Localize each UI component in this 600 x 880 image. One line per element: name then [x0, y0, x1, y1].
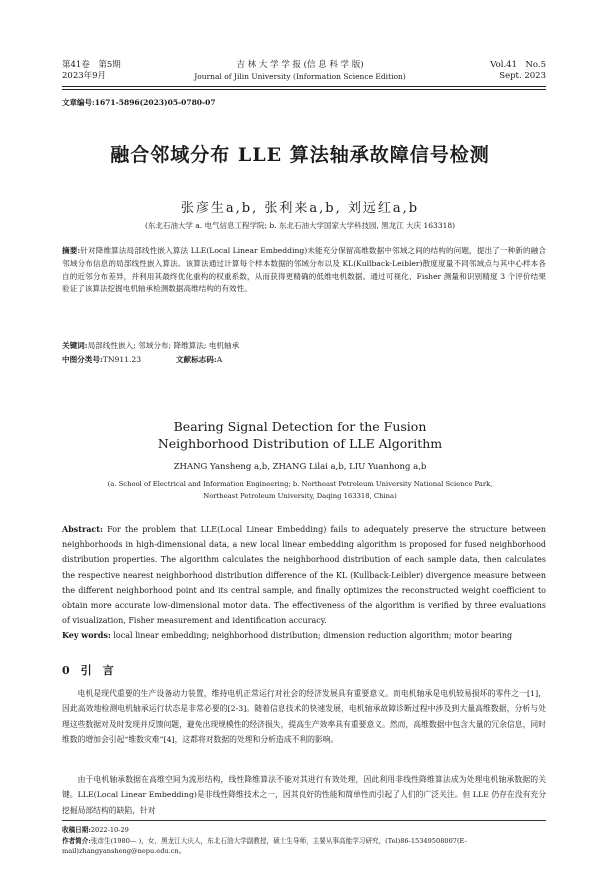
body-paragraph-2: 由于电机轴承数据在高维空间为流形结构，线性降维算法不能对其进行有效处理，因此利用非线性降维算法成为处理电机轴承数据的关键。LLE(Local Linear Embedding)是非线性降维技术之一，因其良好的性能和简单性而引起了人们的广泛关注。但 LLE 仍存在没有充分挖掘局部结构的缺陷，针对	[62, 775, 546, 815]
section-heading-introduction: 0 引 言	[62, 664, 114, 677]
affiliation-en-line2: Northeast Petroleum University, Daqing 163318, China)	[203, 492, 397, 500]
received-label: 收稿日期:	[62, 826, 91, 834]
classification-label: 中图分类号:	[62, 355, 103, 364]
authors-en: ZHANG Yansheng a,b, ZHANG Lilai a,b, LIU Yuanhong a,b	[173, 462, 427, 472]
header-rule-thin	[62, 89, 546, 90]
abstract-cn-text: 针对降维算法局部线性嵌入算法 LLE(Local Linear Embedding)未能充分保留高维数据中邻域之间的结构的问题，提出了一种新的融合邻域分布信息的局部线性嵌入算法。该算法通过计算每个样本数据的邻域分布以及 KL(Kullback-Leibler)散度度量不同邻域点与其中心样本各自的近邻分布差异，并利用其最终优化重构的权重系数，从而获得更精确的低维电机数据。通过可视化、Fisher 测量和识别精度 3 个评价结果验证了该算法挖掘电机轴承检测数据高维结构的有效性。	[62, 246, 546, 294]
body-paragraph-1: 电机是现代重要的生产设备动力装置，维持电机正常运行对社会的经济发展具有重要意义。而电机轴承是电机较易损坏的零件之一[1]，因此高效地检测电机轴承运行状态是非常必要的[2-3]。随着信息技术的快速发展，电机轴承故障诊断过程中涉及到大量高维数据，分析与处理这些数据对及时发现并反馈问题，避免出现规模性的经济损失，提高生产效率具有重要意义。然而，高维数据中包含大量的冗余信息，同时维数的增加会引起“维数灾难”[4]，这都将对数据的处理和分析造成不利的影响。	[62, 689, 546, 745]
running-header-left	[62, 60, 121, 82]
authors-cn: 张彦生a,b, 张利来a,b, 刘远红a,b	[180, 201, 420, 216]
paper-title-en-text: Bearing Signal Detection for the Fusion Neighborhood Distribution of LLE Algorithm	[157, 419, 443, 451]
affiliation-en	[0, 478, 600, 502]
footnote-author	[62, 836, 546, 857]
doc-code-value: A	[216, 355, 223, 364]
abstract-en	[62, 522, 546, 644]
affiliation-cn: (东北石油大学 a. 电气信息工程学院; b. 东北石油大学国家大学科技园, 黑龙江 大庆 163318)	[144, 221, 456, 230]
received-date: 2022-10-29	[90, 826, 129, 834]
keywords-en-label: Key words:	[62, 630, 111, 641]
date-cn: 2023年9月	[62, 71, 107, 81]
classification-line	[62, 354, 546, 367]
paper-title-cn: 融合邻域分布 LLE 算法轴承故障信号检测	[110, 144, 490, 166]
volume-issue-en: Vol.41 No.5	[490, 60, 546, 70]
keywords-en-text: local linear embedding; neighborhood distribution; dimension reduction algorithm; motor bearing	[113, 631, 513, 641]
running-header-right	[446, 60, 546, 82]
author-intro-label: 作者简介:	[62, 836, 91, 845]
doc-code-label: 文献标志码:	[175, 355, 217, 364]
abstract-en-text: For the problem that LLE(Local Linear Embedding) fails to adequately preserve the structure between neighborhoods in high-dimensional data, a new local linear embedding algorithm is proposed for fused neighborhood distribution properties. The algorithm calculates the neighborhood distribution of each sample data, then calculates the respective nearest neighborhood distribution difference of the KL (Kullback-Leibler) divergence measure between the different neighborhood point and its central sample, and finally optimizes the reconstructed weight coefficient to obtain more accurate low-dimensional motor data. The effectiveness of the algorithm is verified by three evaluations of visualization, Fisher measurement and identification accuracy.	[62, 525, 546, 626]
affiliation-en-line1: (a. School of Electrical and Information Engineering; b. Northeast Petroleum University National Science Park,	[107, 480, 493, 488]
header-rule	[62, 86, 546, 87]
author-intro-text: 张彦生(1980— )，女，黑龙江大庆人，东北石油大学副教授，硕士生导师，主要从事高能学习研究，(Tel)86-15349508007(E-mail)zhangyansheng@nepu.edu.cn。	[62, 836, 467, 855]
footnote	[62, 825, 546, 857]
running-header-center	[150, 60, 450, 82]
article-id: 文章编号:1671-5896(2023)05-0780-07	[62, 98, 216, 107]
keywords-cn	[62, 340, 546, 353]
abstract-cn	[62, 245, 546, 296]
paper-title-en	[0, 418, 600, 452]
keywords-cn-label: 关键词:	[62, 341, 88, 350]
journal-name-en: Journal of Jilin University (Information Science Edition)	[194, 72, 406, 81]
abstract-cn-label: 摘要:	[62, 246, 81, 255]
volume-issue-cn: 第41卷 第5期	[62, 60, 121, 70]
footnote-received	[62, 825, 546, 836]
journal-name-cn: 吉 林 大 学 学 报 (信 息 科 学 版)	[236, 60, 364, 70]
date-en: Sept. 2023	[499, 71, 546, 81]
keywords-cn-text: 局部线性嵌入; 邻域分布; 降维算法; 电机轴承	[87, 341, 240, 350]
footnote-rule	[62, 820, 546, 821]
classification-value: TN911.23	[102, 355, 142, 364]
abstract-en-label: Abstract:	[62, 524, 103, 534]
